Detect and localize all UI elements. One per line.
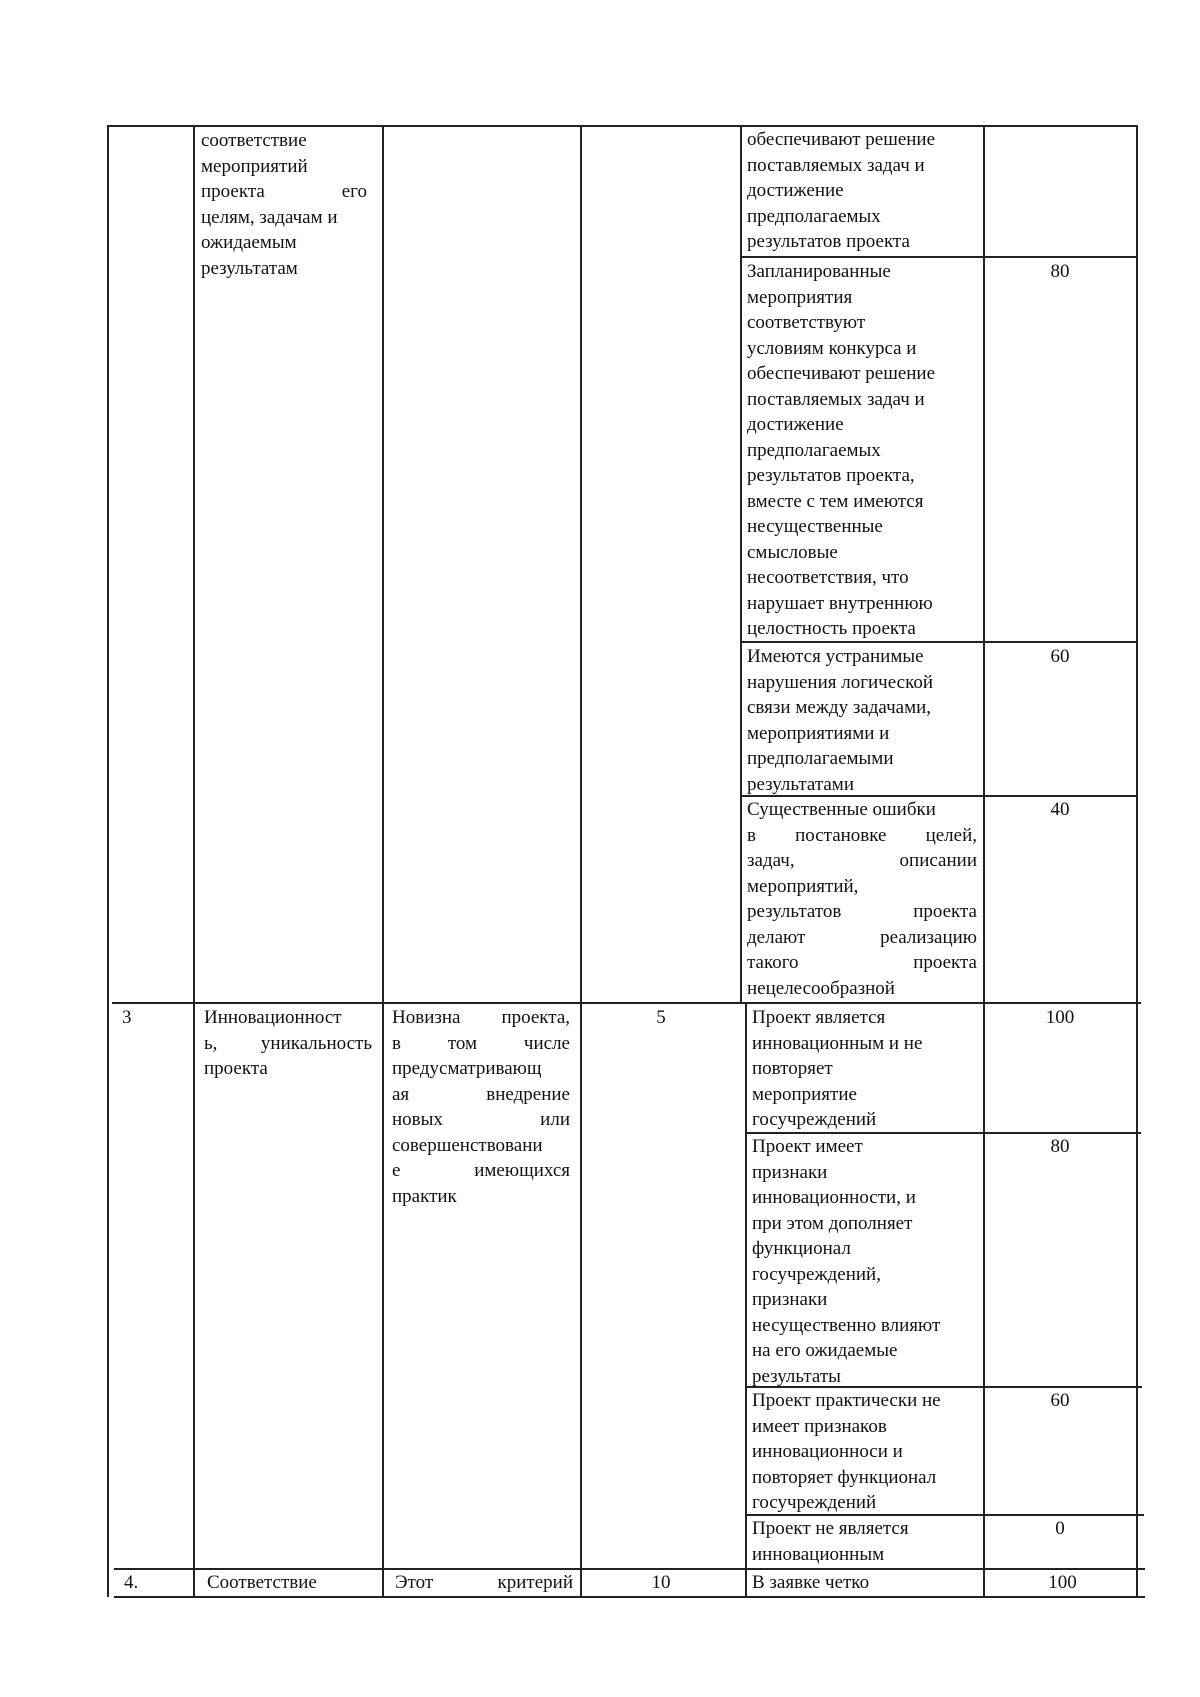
row-2-criterion: Инновационност ь, уникальность проекта <box>204 1007 372 1079</box>
row-1-score-points-4: 40 <box>1050 799 1070 820</box>
row-3-description: Этот критерий <box>395 1572 573 1593</box>
table-border <box>382 125 384 1597</box>
row-2-score-points-3: 60 <box>1050 1390 1070 1411</box>
row-3-criterion: Соответствие <box>207 1572 317 1593</box>
row-1-score-option-3: Имеются устранимые нарушения логической связи между задачами, мероприятиями и предполагаемыми результатами <box>747 646 934 795</box>
row-1-score-option-1: обеспечивают решение поставляемых задач и достижение предполагаемых результатов проекта <box>747 129 936 252</box>
table-border <box>580 125 582 1597</box>
row-2-weight: 5 <box>656 1007 666 1028</box>
table-border <box>193 125 195 1597</box>
row-1-score-option-2: Запланированные мероприятия соответствуют условиям конкурса и обеспечивают решение поставляемых задач и достижение предполагаемых результатов проекта, вместе с тем имеются несущественные смысловые несоответствия, что нарушает внутреннюю целостность проекта <box>747 261 936 639</box>
table-border <box>740 125 742 1002</box>
row-2-score-points-2: 80 <box>1050 1136 1070 1157</box>
table-border <box>114 1596 1145 1598</box>
row-2-score-points-1: 100 <box>1045 1007 1075 1028</box>
row-3-score-points-1: 100 <box>1048 1572 1077 1593</box>
row-1-score-points-2: 80 <box>1050 261 1070 282</box>
row-2-score-option-4: Проект не является инновационным <box>752 1518 909 1565</box>
row-2-score-option-1: Проект является инновационным и не повторяет мероприятие госучреждений <box>752 1007 923 1130</box>
row-2-score-option-2: Проект имеет признаки инновационности, и при этом дополняет функционал госучреждений, признаки несущественно влияют на его ожидаемые результаты <box>752 1136 941 1387</box>
row-3-weight: 10 <box>651 1572 671 1593</box>
table-border <box>107 125 109 1597</box>
row-1-score-points-3: 60 <box>1050 646 1070 667</box>
row-2-score-points-4: 0 <box>1055 1518 1065 1539</box>
table-border <box>112 1002 1141 1004</box>
table-border <box>740 256 1136 258</box>
table-border <box>745 1002 747 1597</box>
table-border <box>983 125 985 1597</box>
row-2-description: Новизна проекта, в том числе предусматривающ ая внедрение новых или совершенствовани е имеющихся практик <box>392 1007 570 1207</box>
row-3-score-option-1: В заявке четко <box>752 1572 870 1593</box>
row-3-number: 4. <box>124 1572 139 1593</box>
row-2-number: 3 <box>122 1007 132 1028</box>
row-1-criterion: соответствие мероприятий проекта его целям, задачам и ожидаемым результатам <box>201 130 367 279</box>
row-2-score-option-3: Проект практически не имеет признаков инновационноси и повторяет функционал госучреждений <box>752 1390 941 1513</box>
table-border <box>1136 125 1138 1597</box>
row-1-score-option-4: Существенные ошибки в постановке целей, задач, описании мероприятий, результатов проекта делают реализацию такого проекта нецелесообразной <box>747 799 977 999</box>
